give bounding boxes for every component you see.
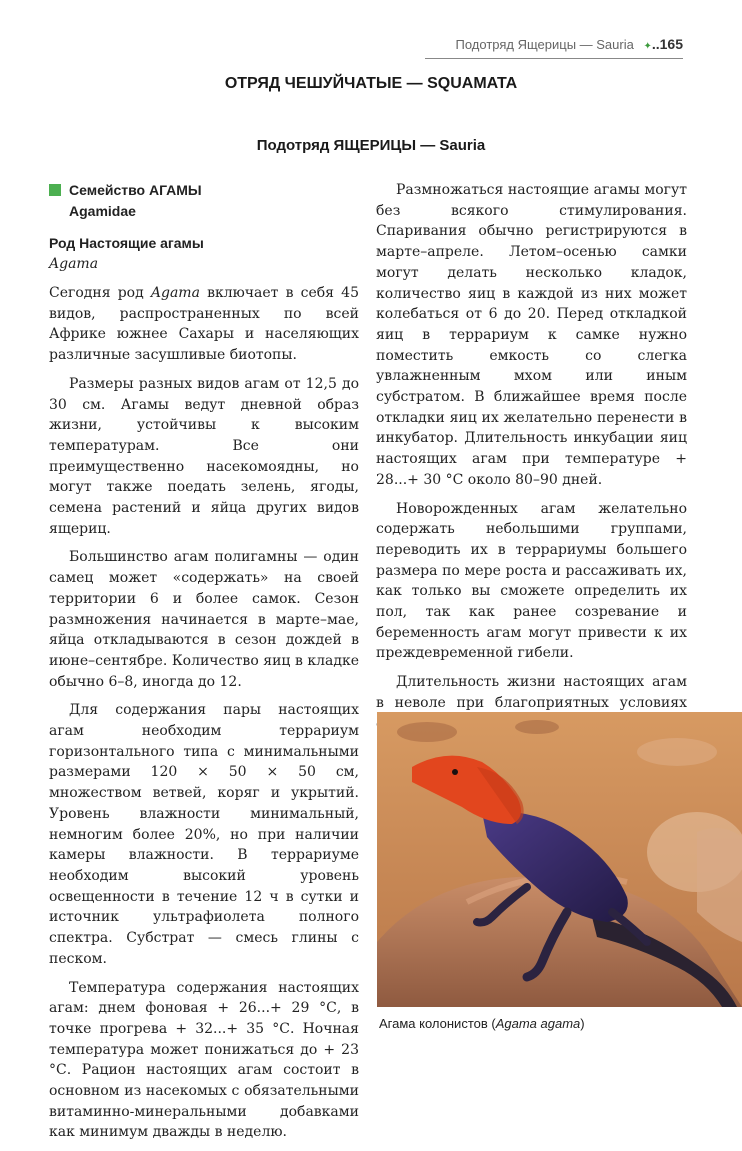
- diamond-icon: ✦: [643, 41, 652, 52]
- italic-genus: Agama: [150, 285, 200, 301]
- figure-caption: [379, 1016, 585, 1031]
- right-column: [376, 180, 687, 742]
- caption-text: Агама колонистов (: [379, 1016, 496, 1031]
- family-latin: Agamidae: [69, 203, 136, 219]
- paragraph: Большинство агам полигамны — один самец может «содержать» на своей территории 6 и более самок. Сезон размножения начинается в марте–мае, яйца откладываются в сезон дождей в июне–сентябре. Количество яиц в кладке обычно 6–8, иногда до 12.: [49, 549, 359, 690]
- genus-latin: Agama: [49, 256, 99, 272]
- suborder-title: Подотряд ЯЩЕРИЦЫ — Sauria: [256, 137, 486, 154]
- caption-text: ): [580, 1016, 585, 1031]
- left-column: [49, 180, 359, 1151]
- text-run: включает в себя 45 видов, распространенных по всей Африке южнее Сахары и населяющих различные засушливые биотопы.: [49, 285, 359, 364]
- paragraph: Новорожденных агам желательно содержать небольшими группами, переводить их в террариумы большего размера по мере роста и рассаживать их, как только вы сможете определить их пол, так как ранее созревание и беременность агам могут привести к их преждевременной гибели.: [376, 500, 687, 662]
- running-head: [425, 36, 683, 52]
- running-title: Подотряд Ящерицы — Sauria: [455, 37, 634, 52]
- agama-photo: [377, 712, 742, 1007]
- text-run: Сегодня род: [49, 285, 151, 301]
- paragraph: [49, 283, 359, 366]
- order-title: ОТРЯД ЧЕШУЙЧАТЫЕ — SQUAMATA: [224, 75, 518, 92]
- family-heading: [49, 180, 359, 222]
- paragraph: Температура содержания настоящих агам: днем фоновая + 26...+ 29 °С, в точке прогрева + 32...+ 35 °С. Ночная температура может понижаться до + 23 °С. Рацион настоящих агам состоит в основном из насекомых с обязательными витаминно-минеральными добавками как минимум дважды в неделю.: [49, 979, 359, 1141]
- page-number: ..165: [651, 36, 683, 52]
- lizard-illustration: [377, 712, 742, 1007]
- paragraph: Размеры разных видов агам от 12,5 до 30 см. Агамы ведут дневной образ жизни, устойчивы к высоким температурам. Все они преимущественно насекомоядны, но могут также поедать зелень, ягоды, семена растений и яйца других видов ящериц.: [49, 375, 359, 537]
- green-square-icon: [49, 184, 61, 196]
- caption-italic: Agama agama: [495, 1016, 581, 1031]
- genus-heading: Род Настоящие агамы: [49, 235, 204, 251]
- paragraph: Для содержания пары настоящих агам необходим террариум горизонтального типа с минимальными размерами 120 × 50 × 50 см, множеством ветвей, коряг и укрытий. Уровень влажности минимальный, немногим более 20%, но при наличии камеры влажности. В террариуме необходим высокий уровень освещенности в течение 12 ч в сутки и источник ультрафиолета полного спектра. Субстрат — смесь глины с песком.: [49, 702, 359, 967]
- paragraph: Размножаться настоящие агамы могут без всякого стимулирования. Спаривания обычно регистрируются в марте–апреле. Летом–осенью самки могут делать несколько кладок, количество яиц в каждой из них может колебаться от 6 до 20. Перед откладкой яиц в террариум к самке нужно поместить емкость со слегка увлажненным мхом или иным субстратом. В ближайшее время после откладки яиц их желательно перенести в инкубатор. Длительность инкубации яиц настоящих агам при температуре + 28...+ 30 °С около 80–90 дней.: [376, 182, 687, 488]
- header-rule: [425, 58, 683, 59]
- family-name: Семейство АГАМЫ: [69, 182, 202, 198]
- paragraph: Длительность жизни настоящих агам в неволе при благоприятных условиях: [376, 674, 687, 711]
